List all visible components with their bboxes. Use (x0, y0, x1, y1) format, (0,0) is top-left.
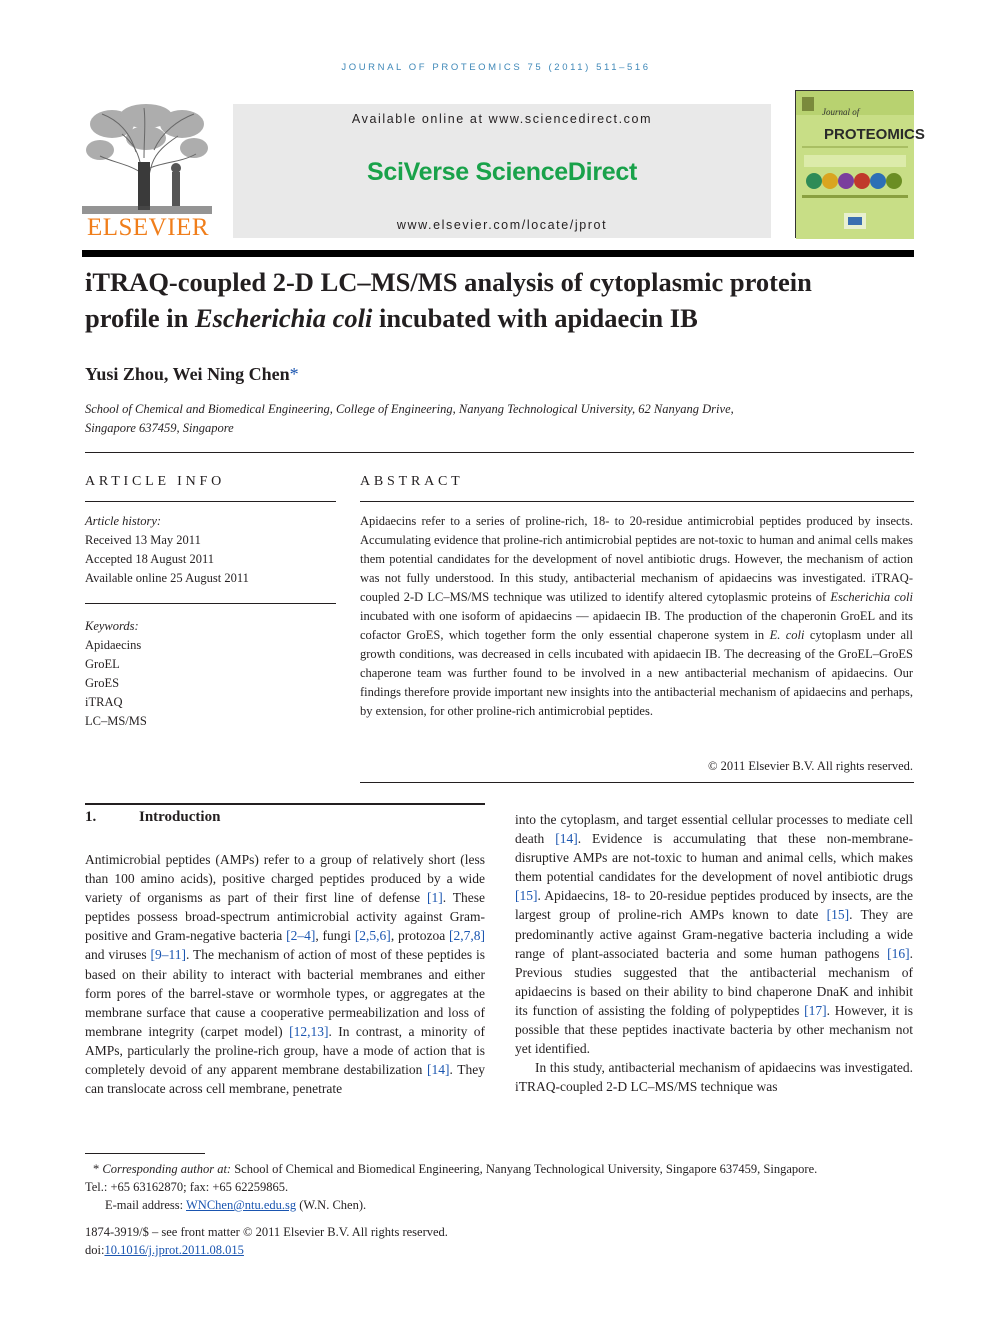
citation-link[interactable]: [15] (515, 888, 538, 904)
available-online-text: Available online at www.sciencedirect.com (351, 112, 653, 126)
body-text: . Apidaecins, 18- to 20-residue peptides produced by insects, are the largest group of proline-rich AMPs known to date (515, 888, 913, 923)
accepted-date: Accepted 18 August 2011 (85, 552, 215, 566)
citation-link[interactable]: [14] (555, 831, 578, 847)
abstract-copyright: © 2011 Elsevier B.V. All rights reserved. (708, 759, 913, 773)
elsevier-wordmark: ELSEVIER (86, 214, 210, 241)
header-rule (82, 250, 914, 257)
keyword: iTRAQ (85, 695, 123, 709)
affiliation-line: Singapore 637459, Singapore (85, 421, 234, 435)
footnote-email-line (85, 1196, 915, 1214)
cover-proteomics-title: PROTEOMICS (824, 126, 925, 143)
abstract-species: Escherichia coli (830, 590, 914, 604)
section-heading (85, 809, 220, 826)
email-label: E-mail address: (105, 1198, 186, 1212)
cover-journal-of: Journal of (822, 107, 860, 117)
issn-line: 1874-3919/$ – see front matter © 2011 Elsevier B.V. All rights reserved. (85, 1225, 448, 1239)
title-part: profile in (85, 303, 195, 333)
sciverse-sciencedirect-logo: SciVerse ScienceDirect (367, 158, 637, 186)
body-text: . They are predominantly active against Gram-negative bacteria including a wide range of plant-associated bacteria and some human pathogens (515, 907, 913, 961)
footnote-rule (85, 1153, 205, 1154)
info-divider (85, 603, 336, 604)
body-text: . They can translocate across cell membrane, penetrate (85, 1062, 485, 1097)
abstract-species: E. coli (769, 628, 805, 642)
body-text: , fungi (315, 928, 355, 944)
section-rule (85, 452, 914, 453)
section-number: 1. (85, 809, 97, 825)
body-text: Antimicrobial peptides (AMPs) refer to a group of relatively short (less than 100 amino acids), positive charged peptides produced by a wide variety of organisms as part of their first line of defense (85, 852, 485, 906)
body-text: into the cytoplasm, and target essential cellular processes to mediate cell death (515, 812, 913, 847)
citation-link[interactable]: [2–4] (286, 928, 316, 944)
email-suffix: (W.N. Chen). (296, 1198, 367, 1212)
body-text: . However, it is possible that these peptides inactivate bacteria by other mechanism not yet identified. (515, 1002, 913, 1057)
doi-label: doi: (85, 1243, 105, 1257)
keywords (85, 617, 147, 731)
affiliation-line: School of Chemical and Biomedical Engineering, College of Engineering, Nanyang Technological University, 62 Nanyang Drive, (85, 402, 734, 416)
affiliation (85, 400, 845, 438)
email-link[interactable]: WNChen@ntu.edu.sg (186, 1198, 297, 1212)
online-date: Available online 25 August 2011 (85, 571, 249, 585)
keyword: LC–MS/MS (85, 714, 147, 728)
journal-cover-image (795, 90, 925, 238)
article-info-heading: ARTICLE INFO (85, 474, 226, 489)
citation-link[interactable]: [2,7,8] (449, 928, 486, 944)
history-label: Article history: (85, 514, 162, 528)
doi-line (85, 1241, 448, 1259)
keyword: GroES (85, 676, 120, 690)
abstract-text: cytoplasm under all growth conditions, was decreased in cells incubated with apidaecin IB. The decreasing of the GroEL–GroES chaperone team was further found to be involved in a new antibacterial mechanism of apidaecins. Our findings therefore provide important new insights into the antibacterial mechanism of apidaecins and perhaps, by extension, for other proline-rich antimicrobial peptides. (360, 628, 913, 718)
citation-link[interactable]: [17] (804, 1002, 827, 1018)
keywords-label: Keywords: (85, 619, 139, 633)
abstract-text: Apidaecins refer to a series of proline-rich, 18- to 20-residue antimicrobial peptides produced by insects. Accumulating evidence that proline-rich antimicrobial peptides are not-toxic to human and animal cells makes them potential candidates for the development of novel antibiotic drugs. However, the mechanism of action was not fully understood. In this study, antibacterial mechanism of apidaecins was investigated. iTRAQ-coupled 2-D LC–MS/MS technique was utilized to identify altered cytoplasmic proteins of (360, 514, 913, 604)
body-text: . Evidence is accumulating that these non-membrane-disruptive AMPs are not-toxic to human and animal cells, which makes them potential candidates for the development of novel antibiotic drugs (515, 831, 913, 885)
body-text: . In contrast, a minority of AMPs, particularly the proline-rich group, have a mode of action that is completely devoid of any apparent membrane destabilization (85, 1023, 486, 1078)
keyword: Apidaecins (85, 638, 142, 652)
citation-link[interactable]: [14] (427, 1062, 450, 1078)
footnote-mark: * (93, 1162, 100, 1176)
body-text: , protozoa (390, 928, 450, 944)
corresponding-author-footnote (85, 1160, 915, 1214)
intro-right-column (515, 810, 913, 1096)
abstract-heading: ABSTRACT (360, 474, 464, 489)
citation-link[interactable]: [15] (826, 907, 850, 923)
keyword: GroEL (85, 657, 120, 671)
footnote-line (85, 1160, 915, 1178)
received-date: Received 13 May 2011 (85, 533, 201, 547)
abstract-body (360, 512, 913, 721)
body-text: and viruses (85, 947, 151, 963)
article-title (85, 264, 915, 336)
footnote-address: School of Chemical and Biomedical Engineering, Nanyang Technological University, Singapore 637459, Singapore. (231, 1162, 818, 1176)
title-species: Escherichia coli (194, 303, 373, 333)
author-names: Yusi Zhou, Wei Ning Chen (85, 364, 290, 384)
citation-link[interactable]: [1] (427, 890, 443, 906)
title-part: incubated with apidaecin IB (372, 303, 698, 333)
front-matter (85, 1223, 448, 1259)
section-title: Introduction (139, 809, 221, 825)
title-line-2 (85, 300, 915, 336)
journal-url[interactable]: www.elsevier.com/locate/jprot (396, 218, 608, 232)
body-text: . Previous studies suggested that the antibacterial mechanism of apidaecins is based on their ability to bind chaperone DnaK and inhibit its function of assisting the folding of polypeptides (515, 945, 913, 1018)
abstract-text: incubated with one isoform of apidaecins — apidaecin IB. The production of the chaperonin GroEL and its cofactor GroES, which together form the only essential chaperone system in (360, 609, 913, 642)
footnote-label: Corresponding author at: (102, 1162, 232, 1176)
body-text: . The mechanism of action of most of these peptides is based on their ability to interact with bacterial membranes and either form pores of the barrel-stave or wormhole types, or aggregates at the membrane surface that cause a cooperative permeabilization and loss of membrane integrity (carpet model) (85, 947, 485, 1039)
journal-citation-line: JOURNAL OF PROTEOMICS 75 (2011) 511–516 (341, 62, 651, 73)
doi-link[interactable]: 10.1016/j.jprot.2011.08.015 (104, 1243, 244, 1257)
intro-left-column (85, 850, 485, 1098)
abstract-bottom-rule (360, 782, 914, 783)
body-text: . These peptides possess broad-spectrum antimicrobial activity against Gram-positive and Gram-negative bacteria (85, 890, 485, 944)
corresponding-author-mark[interactable]: * (289, 364, 299, 384)
footnote-phone: Tel.: +65 63162870; fax: +65 62259865. (85, 1180, 289, 1194)
citation-link[interactable]: [9–11] (150, 947, 186, 963)
article-history (85, 512, 249, 588)
citation-link[interactable]: [12,13] (289, 1023, 329, 1039)
author-list (85, 364, 299, 385)
abstract-rule (360, 501, 914, 502)
title-line-1: iTRAQ-coupled 2-D LC–MS/MS analysis of cytoplasmic protein (85, 267, 812, 297)
intro-rule (85, 803, 485, 805)
article-info-rule (85, 501, 336, 502)
body-paragraph: In this study, antibacterial mechanism of apidaecins was investigated. iTRAQ-coupled 2-D LC–MS/MS technique was (515, 1060, 913, 1095)
citation-link[interactable]: [2,5,6] (354, 928, 391, 944)
citation-link[interactable]: [16] (887, 945, 910, 961)
